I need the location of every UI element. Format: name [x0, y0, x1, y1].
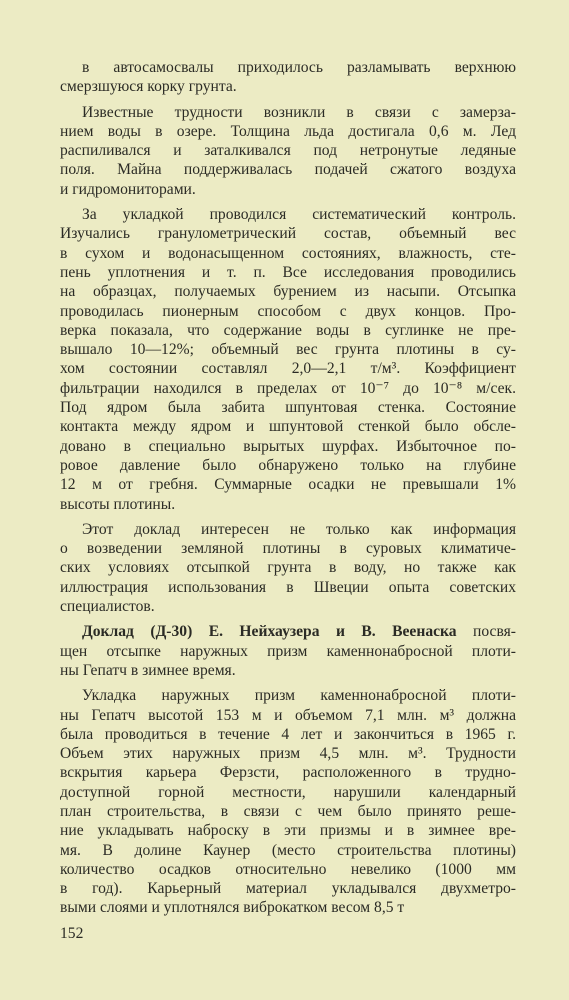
text-line: ровое давление было обнаружено только на глубине [60, 456, 516, 474]
text-line: Объем этих наружных призм 4,5 млн. м³. Трудности [60, 745, 516, 763]
text-line: и гидромониторами. [60, 180, 196, 198]
report-title: Доклад (Д-30) Е. Нейхаузера и В. Веенаска [82, 623, 457, 641]
text-line: иллюстрация использования в Швеции опыта советских [60, 578, 516, 596]
text-line: вышало 10—12%; объемный вес грунта плотины в су- [60, 341, 516, 359]
text-line: в сухом и водонасыщенном состояниях, влажность, сте- [60, 244, 516, 262]
paragraph-p5 [60, 622, 516, 680]
text-line [60, 622, 516, 641]
text-line: проводилась пионерным способом с двух концов. Про- [60, 302, 516, 320]
paragraph-p1 [60, 58, 516, 97]
page-number: 152 [60, 925, 84, 942]
text-line: хом состоянии составлял 2,0—2,1 т/м³. Коэффициент [60, 360, 516, 378]
text-line: количество осадков относительно невелико (1000 мм [60, 860, 516, 878]
paragraph-p2 [60, 103, 516, 199]
text-line: мя. В долине Каунер (место строительства плотины) [60, 841, 516, 859]
text-line: нием воды в озере. Толщина льда достигала 0,6 м. Лед [60, 122, 516, 140]
text-line: щен отсыпке наружных призм каменнонабросной плоти- [60, 642, 516, 660]
paragraph-p6 [60, 686, 516, 918]
document-body [60, 58, 516, 924]
text-line: ние укладывать наброску в эти призмы и в зимнее вре- [60, 822, 516, 840]
text-line: поля. Майна поддерживалась подачей сжатого воздуха [60, 161, 516, 179]
paragraph-p3 [60, 205, 516, 514]
text-line: на образцах, получаемых бурением из насыпи. Отсыпка [60, 283, 516, 301]
text-line: высоты плотины. [60, 495, 176, 513]
text-line: Известные трудности возникли в связи с замерза- [82, 103, 516, 121]
text-line: контакта между ядром и шпунтовой стенкой было обсле- [60, 418, 516, 436]
text-line: пень уплотнения и т. п. Все исследования проводились [60, 263, 516, 281]
text-line: план строительства, в связи с чем было принято реше- [60, 802, 516, 820]
text-line: в автосамосвалы приходилось разламывать верхнюю [82, 59, 516, 76]
text-line: Изучались гранулометрический состав, объемный вес [60, 225, 516, 243]
text-line: распиливался и заталкивался под нетронутые ледяные [60, 142, 516, 160]
text-line: ны Гепатч высотой 153 м и объемом 7,1 млн. м³ должна [60, 706, 516, 724]
text-line: За укладкой проводился систематический контроль. [82, 206, 516, 224]
text-line: 12 м от гребня. Суммарные осадки не превышали 1% [60, 476, 516, 494]
text-line: верка показала, что содержание воды в суглинке не пре- [60, 321, 516, 339]
text-line: Укладка наружных призм каменнонабросной плоти- [82, 687, 516, 705]
text-line: Этот доклад интересен не только как информация [82, 520, 516, 538]
text-line: доступной горной местности, нарушили календарный [60, 783, 516, 801]
text-line: о возведении земляной плотины в суровых климатиче- [60, 540, 516, 558]
text-fragment: посвя- [456, 623, 516, 641]
text-line: вскрытия карьера Ферзсти, расположенного в трудно- [60, 764, 516, 782]
text-line: Под ядром была забита шпунтовая стенка. Состояние [60, 399, 516, 417]
text-line: довано в специально вырытых шурфах. Избыточное по- [60, 437, 516, 455]
text-line: выми слоями и уплотнялся виброкатком весом 8,5 т [60, 899, 405, 917]
text-line: в год). Карьерный материал укладывался двухметро- [60, 880, 516, 898]
text-line: ских условиях отсыпкой грунта в воду, но также как [60, 559, 516, 577]
text-line: специалистов. [60, 598, 155, 616]
text-line: смерзшуюся корку грунта. [60, 78, 237, 96]
paragraph-p4 [60, 520, 516, 616]
text-line: была проводиться в течение 4 лет и закончиться в 1965 г. [60, 725, 516, 743]
text-line: ны Гепатч в зимнее время. [60, 661, 236, 679]
text-line: фильтрации находился в пределах от 10⁻⁷ до 10⁻⁸ м/сек. [60, 379, 516, 397]
